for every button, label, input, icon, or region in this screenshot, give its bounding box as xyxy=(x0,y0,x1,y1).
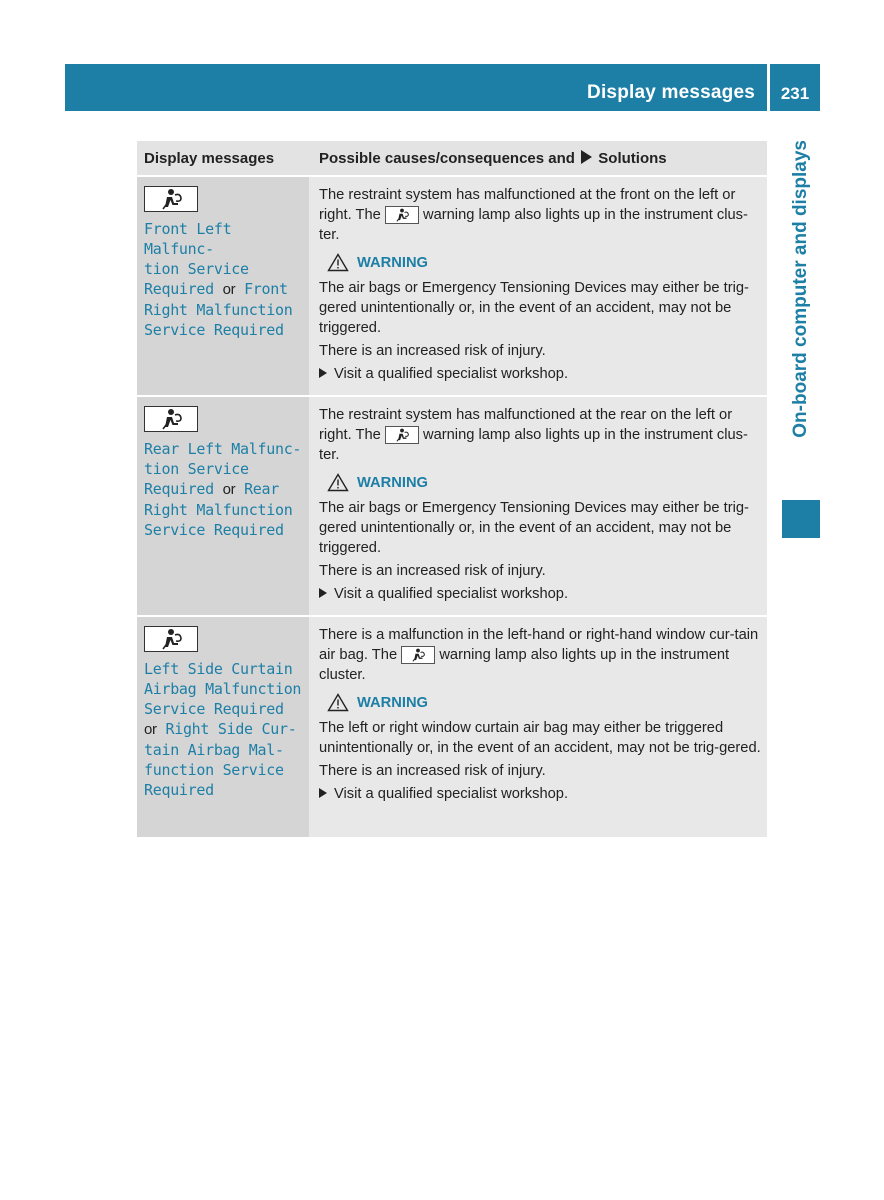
message-cell xyxy=(137,616,309,837)
cause-cell xyxy=(309,616,767,837)
warning-label: WARNING xyxy=(357,254,428,271)
side-tab-marker xyxy=(782,500,820,538)
cause-text-after: warning lamp also lights up in the instrument clus-ter. xyxy=(319,427,748,463)
message-variant-b: Right Malfunction Service Required xyxy=(144,501,293,539)
page-title: Display messages xyxy=(587,82,755,103)
bullet-arrow-icon xyxy=(319,788,327,798)
side-tab-label: On-board computer and displays xyxy=(790,140,811,438)
message-variant-a: Front Left Malfunc- tion Service Required xyxy=(144,220,249,298)
warning-paragraph: The left or right window curtain air bag may either be triggered unintentionally or, in the event of an accident, may not be trig-gered. xyxy=(319,720,761,756)
warning-triangle-icon xyxy=(327,253,349,272)
cause-text-before: The restraint system has malfunctioned at the front on the left or right. The xyxy=(319,187,736,223)
cause-paragraph xyxy=(319,185,761,245)
risk-paragraph: There is an increased risk of injury. xyxy=(319,343,546,359)
airbag-warning-icon xyxy=(144,626,198,652)
solution-text: Visit a qualified specialist workshop. xyxy=(334,586,569,602)
column-header-display-messages: Display messages xyxy=(137,141,309,176)
message-variant-b-start: Right Side Cur- xyxy=(165,720,297,738)
airbag-lamp-icon xyxy=(385,206,419,224)
cause-text-before: There is a malfunction in the left-hand or right-hand window cur-tain air bag. The xyxy=(319,627,759,663)
risk-paragraph: There is an increased risk of injury. xyxy=(319,763,546,779)
or-connector: or xyxy=(222,281,236,298)
warning-paragraph: The air bags or Emergency Tensioning Devices may either be trig-gered unintentionally or, in the event of an accident, may not be triggered. xyxy=(319,500,749,556)
header-bar xyxy=(65,64,767,111)
warning-triangle-icon xyxy=(327,693,349,712)
cause-cell xyxy=(309,396,767,616)
warning-label: WARNING xyxy=(357,694,428,711)
page-number: 231 xyxy=(780,84,810,103)
airbag-lamp-icon xyxy=(401,646,435,664)
display-message-text xyxy=(144,659,302,800)
cause-paragraph xyxy=(319,625,761,685)
message-cell xyxy=(137,396,309,616)
display-message-text xyxy=(144,219,302,340)
airbag-warning-icon xyxy=(144,406,198,432)
or-connector: or xyxy=(144,721,157,738)
message-variant-b-start: Front xyxy=(244,280,288,298)
warning-triangle-icon xyxy=(327,473,349,492)
table-row xyxy=(137,616,767,837)
column-header-causes xyxy=(309,141,767,176)
solution-item xyxy=(319,364,761,384)
column-header-solutions-text: Solutions xyxy=(598,150,667,167)
side-tab xyxy=(782,140,820,492)
warning-heading xyxy=(327,253,761,272)
warning-heading xyxy=(327,473,761,492)
cause-text-after: warning lamp also lights up in the instrument cluster. xyxy=(319,647,730,683)
display-message-text xyxy=(144,439,302,540)
or-connector: or xyxy=(222,481,236,498)
risk-paragraph: There is an increased risk of injury. xyxy=(319,563,546,579)
message-cell xyxy=(137,176,309,396)
solution-item xyxy=(319,784,761,804)
cause-paragraph xyxy=(319,405,761,465)
bullet-arrow-icon xyxy=(319,588,327,598)
airbag-lamp-icon xyxy=(385,426,419,444)
solution-text: Visit a qualified specialist workshop. xyxy=(334,366,569,382)
table-row xyxy=(137,176,767,396)
message-variant-b-start: Rear xyxy=(244,480,280,498)
table-row xyxy=(137,396,767,616)
solution-arrow-icon xyxy=(581,150,592,164)
cause-text-before: The restraint system has malfunctioned at the rear on the left or right. The xyxy=(319,407,733,443)
table-header-row xyxy=(137,141,767,176)
page-number-box xyxy=(770,64,820,111)
display-messages-table xyxy=(137,141,767,837)
column-header-causes-text: Possible causes/consequences and xyxy=(319,150,575,167)
solution-item xyxy=(319,584,761,604)
cause-text-after: warning lamp also lights up in the instrument clus-ter. xyxy=(319,207,748,243)
message-variant-a: Left Side Curtain Airbag Malfunction Service Required xyxy=(144,660,302,718)
warning-paragraph: The air bags or Emergency Tensioning Devices may either be trig-gered unintentionally or, in the event of an accident, may not be triggered. xyxy=(319,280,749,336)
message-variant-b: Right Malfunction Service Required xyxy=(144,301,293,339)
airbag-warning-icon xyxy=(144,186,198,212)
warning-label: WARNING xyxy=(357,474,428,491)
warning-heading xyxy=(327,693,761,712)
cause-cell xyxy=(309,176,767,396)
message-variant-b: tain Airbag Mal- function Service Required xyxy=(144,741,284,799)
bullet-arrow-icon xyxy=(319,368,327,378)
solution-text: Visit a qualified specialist workshop. xyxy=(334,786,569,802)
message-variant-a: Rear Left Malfunc- tion Service Required xyxy=(144,440,302,498)
